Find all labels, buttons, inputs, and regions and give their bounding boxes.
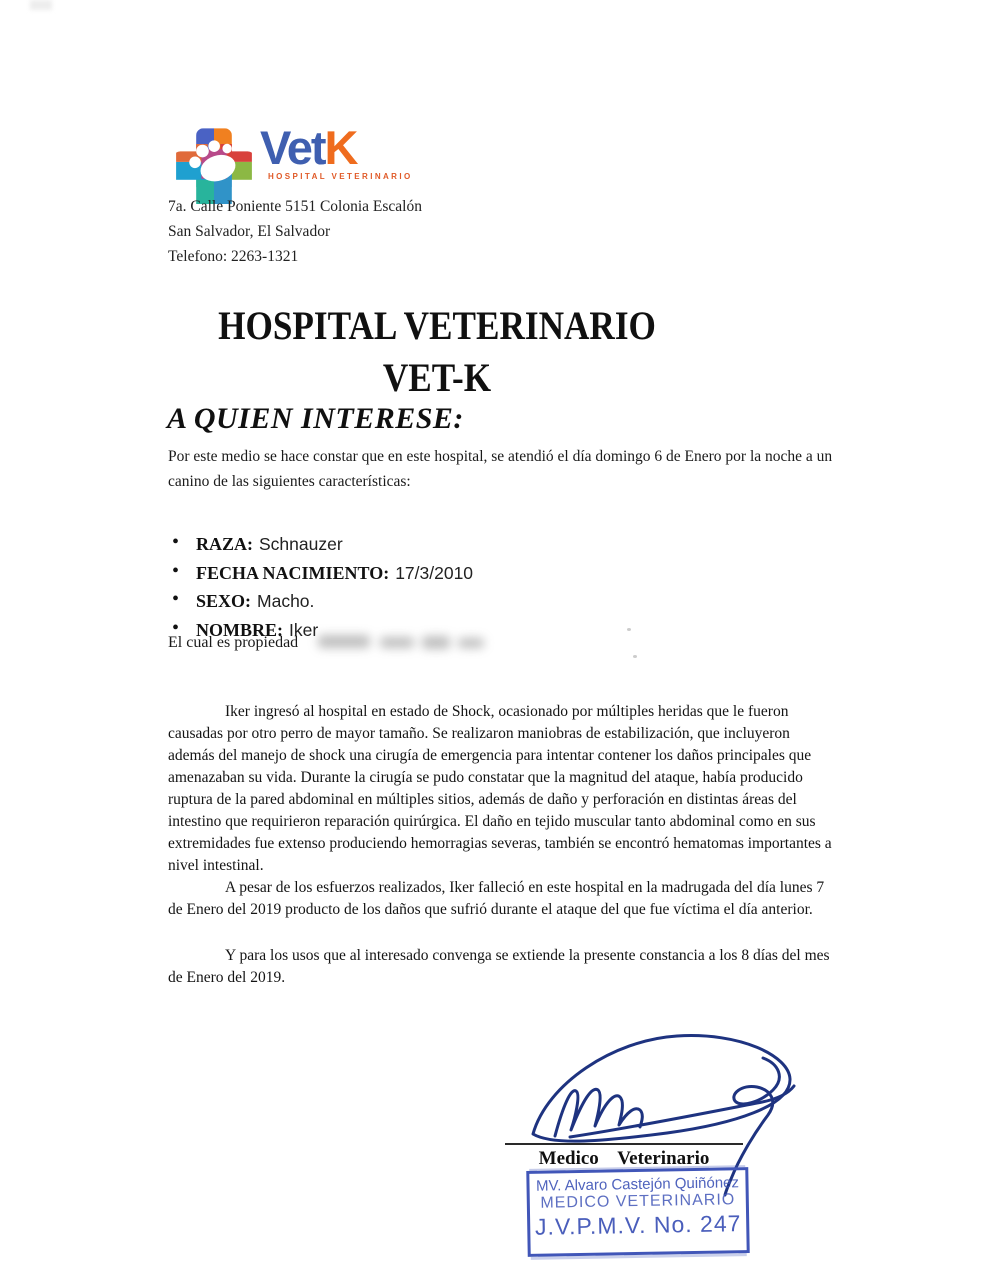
clinic-address <box>168 194 422 269</box>
address-line-1: 7a. Calle Poniente 5151 Colonia Escalón <box>168 198 422 215</box>
list-item-fecha-nacimiento <box>170 563 473 583</box>
logo-tagline: HOSPITAL VETERINARIO <box>268 172 413 181</box>
stamp-name: MV. Alvaro Castejón Quiñónez <box>535 1174 740 1195</box>
signature-line <box>505 1143 743 1145</box>
raza-label: RAZA: <box>196 534 253 554</box>
document-title <box>176 300 699 404</box>
paragraph-3: Y para los usos que al interesado convenga se extiende la presente constancia a los 8 días del mes de Enero del 2019. <box>168 947 830 986</box>
scan-speck <box>633 655 637 658</box>
list-item-sexo <box>170 591 473 611</box>
title-line-1: HOSPITAL VETERINARIO <box>218 303 656 348</box>
list-item-raza <box>170 534 473 554</box>
letter-body <box>168 701 838 989</box>
sexo-value: Macho. <box>257 591 315 611</box>
address-phone: Telefono: 2263-1321 <box>168 248 299 265</box>
vetk-logo <box>176 122 416 192</box>
vetk-wordmark <box>260 121 357 174</box>
paragraph-1: Iker ingresó al hospital en estado de Shock, ocasionado por múltiples heridas que le fueron causadas por otro perro de mayor tamaño. Se realizaron maniobras de estabilización, que incluyeron además del manejo de shock una cirugía de emergencia para intentar contener los daños principales que amenazaban su vida. Durante la cirugía se pudo constatar que la magnitud del ataque, había producido ruptura de la pared abdominal en múltiples sitios, además de daño y perforación en distintas áreas del intestino que requirieron reparación quirúrgica. El daño en tejido muscular tanto abdominal como en sus extremidades fue extenso produciendo hemorragias severas, también se encontró hematomas importantes a nivel intestinal. <box>168 703 832 874</box>
fecha-value: 17/3/2010 <box>395 562 474 583</box>
signature-title: Medico Veterinario <box>538 1148 710 1169</box>
salutation: A QUIEN INTERESE: <box>167 402 464 435</box>
title-line-2: VET-K <box>382 355 492 400</box>
ownership-line: El cual es propiedad <box>168 634 299 651</box>
address-line-2: San Salvador, El Salvador <box>168 223 331 240</box>
intro-paragraph: Por este medio se hace constar que en este hospital, se atendió el día domingo 6 de Enero por la noche a un canino de las siguientes características: <box>168 448 833 490</box>
wordmark-k: K <box>324 121 357 174</box>
scan-smudge <box>30 0 52 10</box>
veterinarian-stamp <box>526 1167 749 1257</box>
paw-cross-icon <box>176 124 252 204</box>
stamp-license-number: J.V.P.M.V. No. 247 <box>534 1210 742 1240</box>
redacted-owner-name <box>318 628 488 656</box>
sexo-label: SEXO: <box>196 591 252 611</box>
nombre-label: NOMBRE: <box>196 619 283 640</box>
scan-speck <box>627 628 631 631</box>
wordmark-vet: Vet <box>260 121 325 174</box>
raza-value: Schnauzer <box>259 534 343 554</box>
stamp-profession: MEDICO VETERINARIO <box>540 1191 736 1212</box>
fecha-label: FECHA NACIMIENTO: <box>196 562 390 583</box>
paragraph-2: A pesar de los esfuerzos realizados, Iker falleció en este hospital en la madrugada del día lunes 7 de Enero del 2019 producto de los daños que sufrió durante el ataque del que fue víctima el día anterior. <box>168 879 825 918</box>
nombre-value: Iker <box>289 619 319 640</box>
